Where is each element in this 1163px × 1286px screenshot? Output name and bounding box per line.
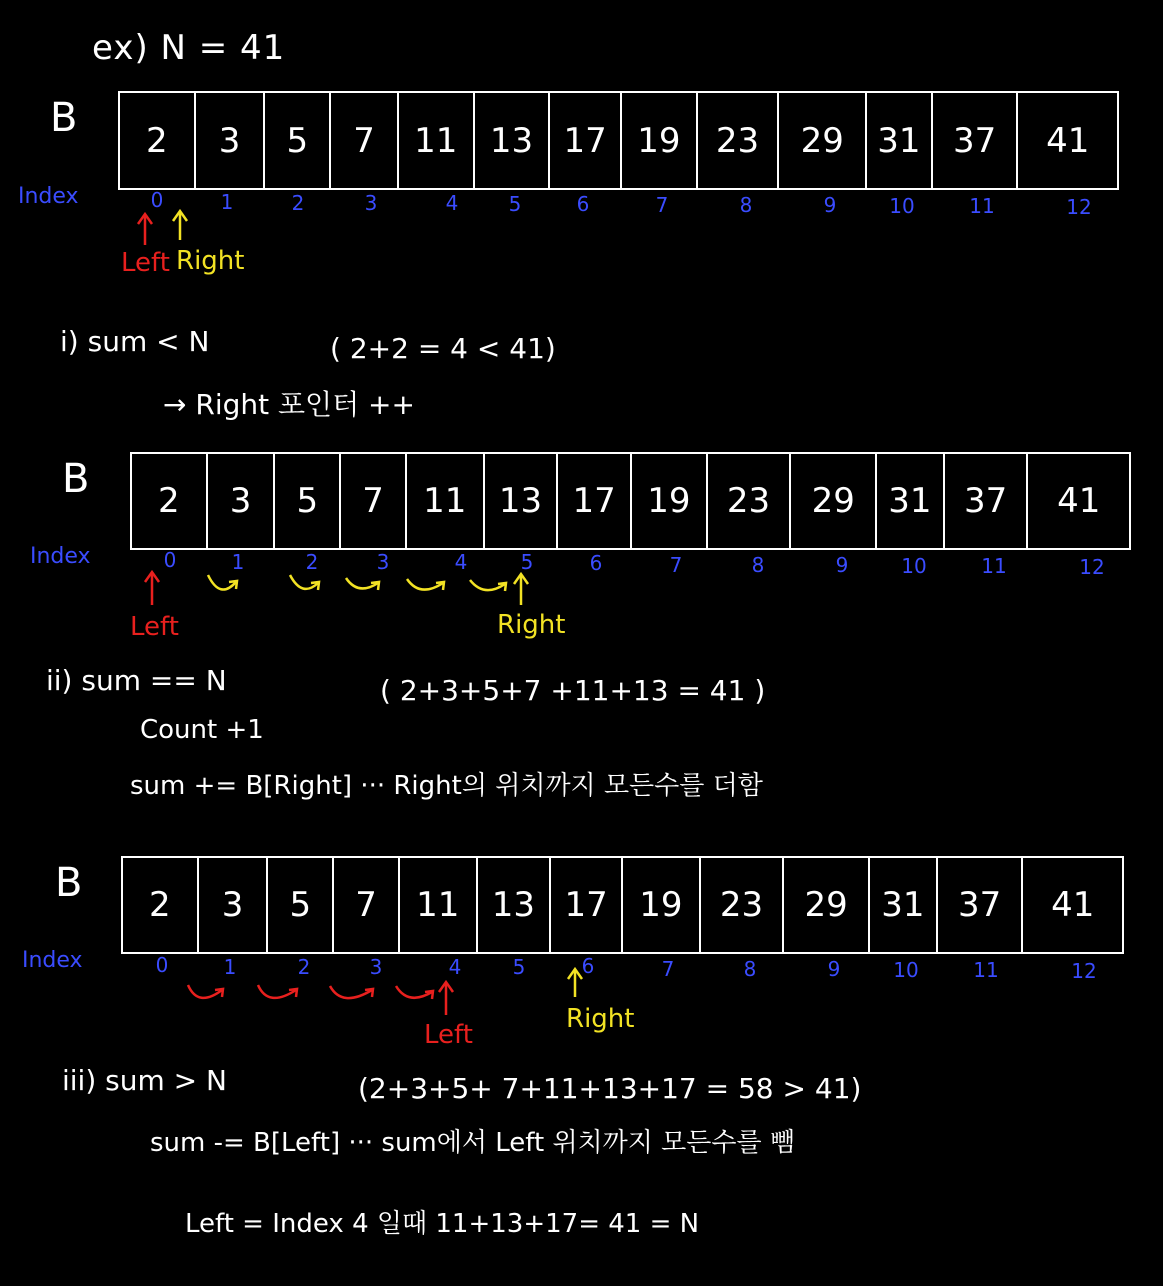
array-label-2: B [62, 456, 90, 502]
array-1-cell-9: 29 [779, 93, 867, 188]
array-2-cell-5: 13 [485, 454, 559, 548]
right-pointer-label-1: Right [176, 246, 245, 276]
title: ex) N = 41 [92, 28, 286, 68]
index-2-5: 5 [520, 550, 534, 574]
array-2-cell-3: 7 [341, 454, 407, 548]
index-3-1: 1 [223, 955, 237, 979]
step2-count: Count +1 [140, 715, 264, 745]
step2-calc: ( 2+3+5+7 +11+13 = 41 ) [380, 674, 766, 707]
index-label-1: Index [18, 184, 79, 209]
index-2-12: 12 [1079, 555, 1105, 579]
index-1-4: 4 [445, 191, 459, 215]
index-2-6: 6 [589, 551, 603, 575]
array-2-cell-2: 5 [275, 454, 341, 548]
index-3-4: 4 [448, 955, 462, 979]
array-1-cell-1: 3 [196, 93, 266, 188]
array-3-cell-4: 11 [400, 858, 478, 952]
right-pointer-label-3: Right [566, 1004, 635, 1034]
array-2-cell-10: 31 [877, 454, 945, 548]
array-2-cell-11: 37 [945, 454, 1029, 548]
array-2-cell-0: 2 [132, 454, 208, 548]
array-1-cell-5: 13 [475, 93, 551, 188]
index-2-10: 10 [901, 554, 927, 578]
index-1-10: 10 [889, 194, 915, 218]
step3-conclusion: Left = Index 4 일때 11+13+17= 41 = N [185, 1209, 700, 1239]
index-2-11: 11 [981, 554, 1007, 578]
index-1-9: 9 [823, 193, 837, 217]
index-2-9: 9 [835, 553, 849, 577]
right-pointer-arrow-icon-3 [568, 969, 582, 997]
index-3-10: 10 [893, 958, 919, 982]
array-2-cell-9: 29 [791, 454, 877, 548]
array-1-cell-6: 17 [550, 93, 622, 188]
array-2-cell-6: 17 [558, 454, 632, 548]
array-1-cell-12: 41 [1046, 120, 1090, 161]
index-2-0: 0 [163, 548, 177, 572]
left-pointer-label-1: Left [121, 248, 170, 278]
array-label-1: B [50, 95, 78, 141]
index-3-7: 7 [661, 957, 675, 981]
index-1-7: 7 [655, 193, 669, 217]
left-move-hop-icons-3 [188, 985, 433, 999]
index-3-11: 11 [973, 958, 999, 982]
array-2-cell-4: 11 [407, 454, 485, 548]
array-1-cell-11: 37 [933, 93, 1019, 188]
array-3-cell-12: 41 [1051, 885, 1095, 925]
index-2-2: 2 [305, 550, 319, 574]
array-3-cell-11: 37 [938, 858, 1024, 952]
left-pointer-arrow-icon-3 [439, 982, 453, 1015]
index-2-1: 1 [231, 550, 245, 574]
array-3-cell-10: 31 [870, 858, 938, 952]
right-pointer-label-2: Right [497, 610, 566, 640]
array-3-cell-5: 13 [478, 858, 552, 952]
index-3-6: 6 [581, 954, 595, 978]
index-2-7: 7 [669, 553, 683, 577]
index-1-1: 1 [220, 190, 234, 214]
index-3-12: 12 [1071, 959, 1097, 983]
step3-heading: iii) sum > N [62, 1064, 227, 1097]
step1-heading: i) sum < N [60, 325, 210, 358]
array-2-cell-1: 3 [208, 454, 276, 548]
array-1-cell-3: 7 [331, 93, 399, 188]
index-3-9: 9 [827, 957, 841, 981]
step2-formula: sum += B[Right] ··· Right의 위치까지 모든수를 더함 [130, 771, 763, 801]
index-1-11: 11 [969, 194, 995, 218]
index-3-3: 3 [369, 955, 383, 979]
index-1-3: 3 [364, 191, 378, 215]
array-3-cell-1: 3 [199, 858, 269, 952]
array-2-cell-7: 19 [632, 454, 708, 548]
index-1-8: 8 [739, 193, 753, 217]
array-3-cell-9: 29 [784, 858, 870, 952]
array-1-cell-7: 19 [622, 93, 698, 188]
index-1-6: 6 [576, 192, 590, 216]
array-1-cell-8: 23 [698, 93, 780, 188]
index-3-8: 8 [743, 957, 757, 981]
array-2-cell-8: 23 [708, 454, 792, 548]
array-3-cell-8: 23 [701, 858, 785, 952]
index-3-2: 2 [297, 955, 311, 979]
step1-action: → Right 포인터 ++ [163, 388, 415, 421]
index-3-0: 0 [155, 953, 169, 977]
step2-heading: ii) sum == N [46, 664, 227, 697]
index-3-5: 5 [512, 955, 526, 979]
array-3-cell-7: 19 [623, 858, 701, 952]
step1-calc: ( 2+2 = 4 < 41) [330, 332, 556, 365]
index-label-3: Index [22, 948, 83, 973]
left-pointer-label-3: Left [424, 1020, 473, 1050]
array-1-cell-4: 11 [399, 93, 475, 188]
left-pointer-label-2: Left [130, 612, 179, 642]
index-1-2: 2 [291, 191, 305, 215]
index-1-12: 12 [1066, 195, 1092, 219]
array-3-cell-2: 5 [268, 858, 334, 952]
index-label-2: Index [30, 544, 91, 569]
array-3-cell-3: 7 [334, 858, 400, 952]
array-3-cell-6: 17 [551, 858, 623, 952]
index-1-5: 5 [508, 192, 522, 216]
index-2-3: 3 [376, 550, 390, 574]
array-1-cell-2: 5 [265, 93, 331, 188]
index-2-8: 8 [751, 553, 765, 577]
index-2-4: 4 [454, 550, 468, 574]
array-2-cell-12: 41 [1057, 481, 1101, 521]
array-label-3: B [55, 860, 83, 906]
array-1-cell-0: 2 [120, 93, 196, 188]
index-1-0: 0 [150, 188, 164, 212]
array-1-cell-10: 31 [867, 93, 933, 188]
step3-calc: (2+3+5+ 7+11+13+17 = 58 > 41) [358, 1072, 862, 1105]
step3-formula: sum -= B[Left] ··· sum에서 Left 위치까지 모든수를 뺌 [150, 1128, 796, 1158]
array-3-cell-0: 2 [123, 858, 199, 952]
